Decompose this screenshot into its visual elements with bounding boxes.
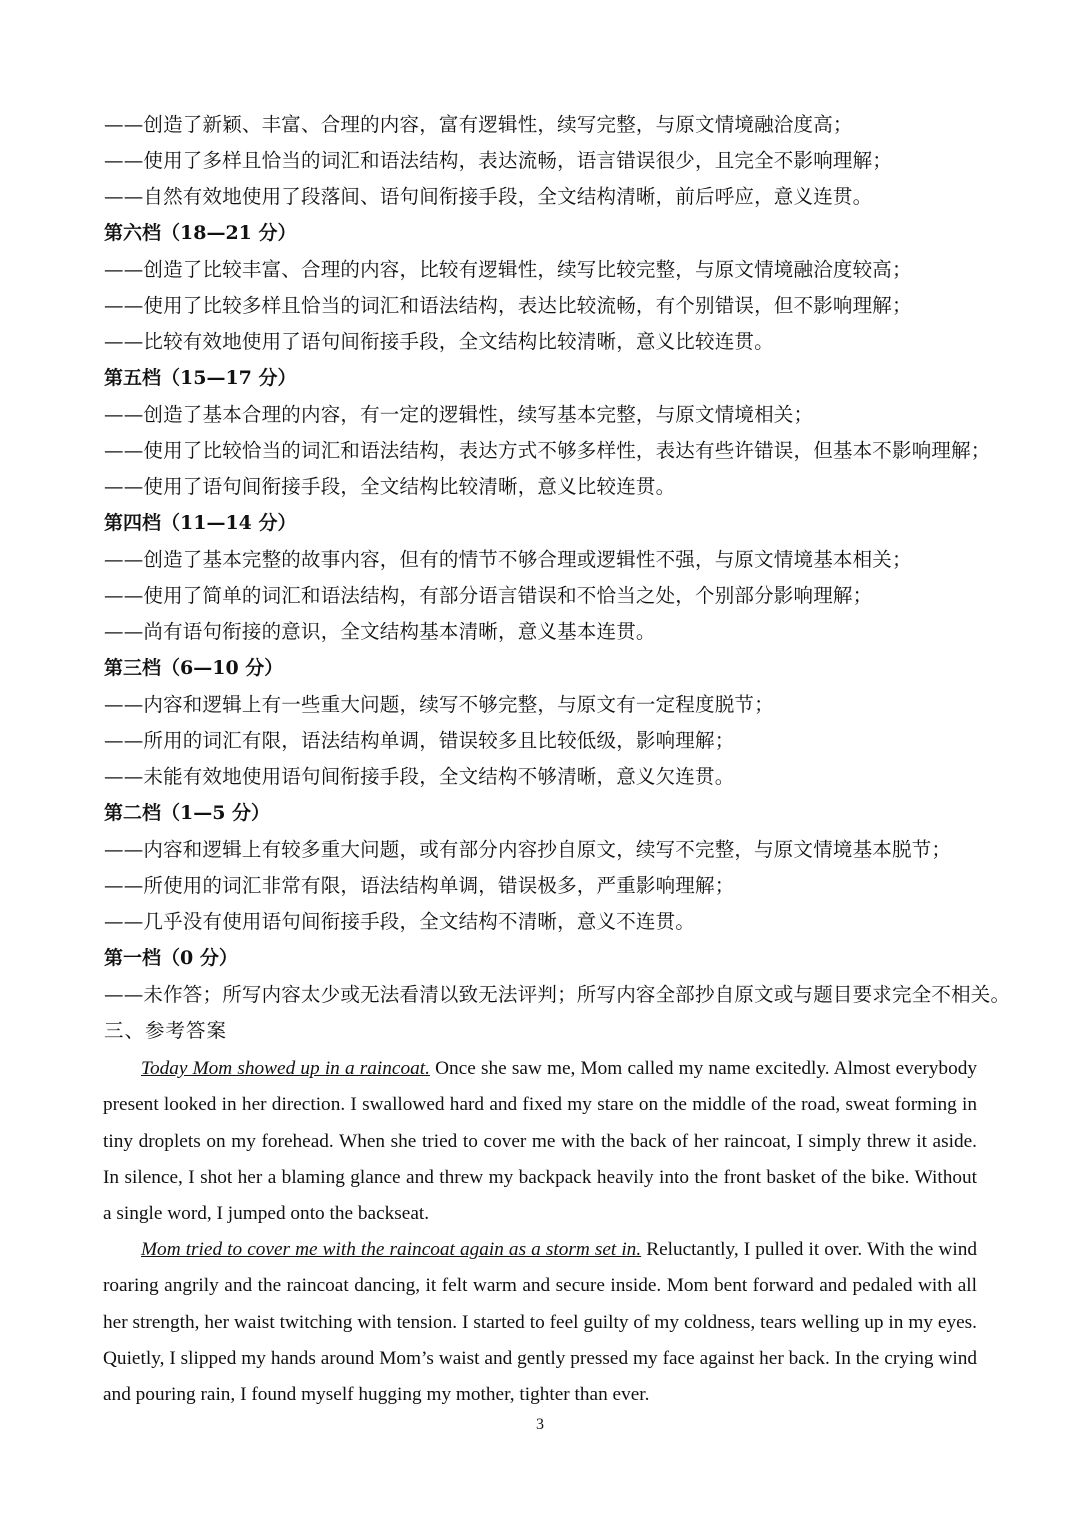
band5-criterion-content: ——创造了基本合理的内容，有一定的逻辑性，续写基本完整，与原文情境相关； [104,403,814,426]
band3-criterion-content: ——内容和逻辑上有一些重大问题，续写不够完整，与原文有一定程度脱节； [104,693,774,716]
band5-criterion-language: ——使用了比较恰当的词汇和语法结构，表达方式不够多样性，表达有些许错误，但基本不影响理解； [104,439,991,462]
band6-criterion-content: ——创造了比较丰富、合理的内容，比较有逻辑性，续写比较完整，与原文情境融洽度较高； [104,258,912,281]
section-heading: 三、参考答案 [104,1019,228,1042]
paragraph-1-opening-sentence: Today Mom showed up in a raincoat. [141,1058,430,1079]
essay-paragraph-2 [103,1232,977,1413]
band7-criterion-cohesion: ——自然有效地使用了段落间、语句间衔接手段，全文结构清晰，前后呼应，意义连贯。 [104,185,873,208]
band2-criterion-language: ——所使用的词汇非常有限，语法结构单调，错误极多，严重影响理解； [104,874,735,897]
paragraph-2-body: Reluctantly, I pulled it over. With the wind roaring angrily and the raincoat dancing, it felt warm and secure inside. Mom bent forward and pedaled with all her strength, her waist twitching with tension. I started to feel guilty of my coldness, tears welling up in my eyes. Quietly, I slipped my hands around Mom’s waist and gently pressed my face against her back. In the crying wind and pouring rain, I found myself hugging my mother, tighter than ever. [103,1239,977,1406]
band6-criterion-language: ——使用了比较多样且恰当的词汇和语法结构，表达比较流畅，有个别错误，但不影响理解； [104,294,912,317]
band5-heading: 第五档（15—17 分） [104,367,297,389]
band1-criterion: ——未作答；所写内容太少或无法看清以致无法评判；所写内容全部抄自原文或与题目要求完全不相关。 [104,983,1011,1006]
band4-heading: 第四档（11—14 分） [104,512,297,534]
band5-criterion-cohesion: ——使用了语句间衔接手段，全文结构比较清晰，意义比较连贯。 [104,475,676,498]
band7-criterion-content: ——创造了新颖、丰富、合理的内容，富有逻辑性，续写完整，与原文情境融洽度高； [104,113,853,136]
band4-criterion-content: ——创造了基本完整的故事内容，但有的情节不够合理或逻辑性不强，与原文情境基本相关； [104,548,912,571]
band2-criterion-content: ——内容和逻辑上有较多重大问题，或有部分内容抄自原文，续写不完整，与原文情境基本脱节； [104,838,952,861]
band4-criterion-language: ——使用了简单的词汇和语法结构，有部分语言错误和不恰当之处，个别部分影响理解； [104,584,873,607]
paragraph-2-opening-sentence: Mom tried to cover me with the raincoat again as a storm set in. [141,1239,642,1260]
band3-heading: 第三档（6—10 分） [104,657,284,679]
paragraph-1-body: Once she saw me, Mom called my name excitedly. Almost everybody present looked in her direction. I swallowed hard and fixed my stare on the middle of the road, sweat forming in tiny droplets on my forehead. When she tried to cover me with the back of her raincoat, I simply threw it aside. In silence, I shot her a blaming glance and threw my backpack heavily into the front basket of the bike. Without a single word, I jumped onto the backseat. [103,1058,977,1225]
page-number: 3 [536,1416,544,1433]
essay-paragraph-1 [103,1051,977,1232]
band3-criterion-cohesion: ——未能有效地使用语句间衔接手段，全文结构不够清晰，意义欠连贯。 [104,765,735,788]
band7-criterion-language: ——使用了多样且恰当的词汇和语法结构，表达流畅，语言错误很少，且完全不影响理解； [104,149,893,172]
band6-criterion-cohesion: ——比较有效地使用了语句间衔接手段，全文结构比较清晰，意义比较连贯。 [104,330,774,353]
band6-heading: 第六档（18—21 分） [104,222,297,244]
band2-criterion-cohesion: ——几乎没有使用语句间衔接手段，全文结构不清晰，意义不连贯。 [104,910,696,933]
band3-criterion-language: ——所用的词汇有限，语法结构单调，错误较多且比较低级，影响理解； [104,729,735,752]
band2-heading: 第二档（1—5 分） [104,802,271,824]
band1-heading: 第一档（0 分） [104,947,238,969]
band4-criterion-cohesion: ——尚有语句衔接的意识，全文结构基本清晰，意义基本连贯。 [104,620,656,643]
